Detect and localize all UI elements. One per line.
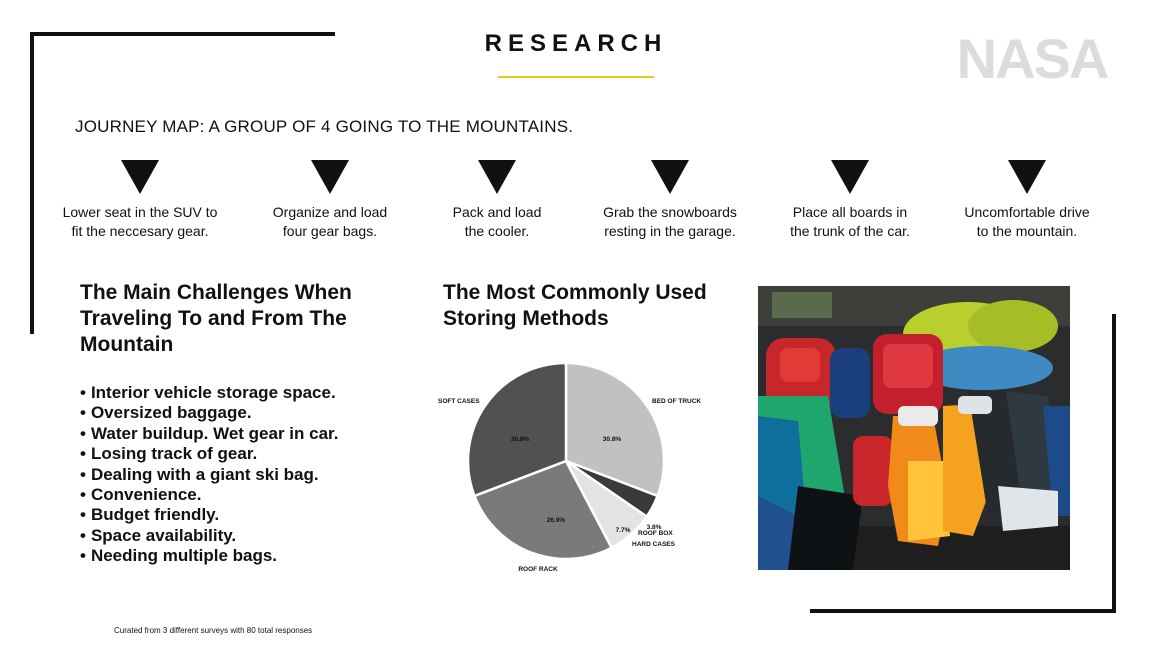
pie-value-label: 7.7% <box>615 527 631 534</box>
corner-frame-top-left-vertical <box>30 32 34 334</box>
journey-step <box>937 160 1117 241</box>
list-item: • Losing track of gear. <box>80 444 258 464</box>
journey-step <box>50 160 230 241</box>
title-underline <box>498 76 654 78</box>
pie-category-label: ROOF BOX <box>638 530 673 537</box>
journey-step <box>580 160 760 241</box>
journey-heading: JOURNEY MAP: A GROUP OF 4 GOING TO THE MOUNTAINS. <box>75 117 574 136</box>
corner-frame-bottom-right-horizontal <box>810 609 1116 613</box>
page-title: RESEARCH <box>484 30 668 57</box>
storing-methods-pie-chart <box>430 358 710 583</box>
down-arrow-icon <box>478 160 516 194</box>
pie-category-label: SOFT CASES <box>438 398 480 405</box>
corner-frame-bottom-right-vertical <box>1112 314 1116 613</box>
challenges-list <box>80 383 338 567</box>
list-item: • Oversized baggage. <box>80 403 252 423</box>
journey-step <box>407 160 587 241</box>
footnote: Curated from 3 different surveys with 80 total responses <box>114 626 313 635</box>
list-item: • Dealing with a giant ski bag. <box>80 464 319 484</box>
down-arrow-icon <box>651 160 689 194</box>
down-arrow-icon <box>311 160 349 194</box>
nasa-logo <box>950 32 1114 82</box>
list-item: • Convenience. <box>80 485 202 505</box>
journey-step-label: Lower seat in the SUV to fit the neccesary gear. <box>62 204 218 239</box>
pie-value-label: 30.8% <box>602 436 622 443</box>
down-arrow-icon <box>831 160 869 194</box>
list-item: • Budget friendly. <box>80 505 220 525</box>
journey-step-label: Grab the snowboards resting in the garage. <box>603 204 737 239</box>
journey-step-label: Uncomfortable drive to the mountain. <box>964 204 1090 239</box>
list-item: • Needing multiple bags. <box>80 546 278 566</box>
pie-category-label: BED OF TRUCK <box>652 398 702 405</box>
list-item: • Interior vehicle storage space. <box>80 383 336 402</box>
down-arrow-icon <box>121 160 159 194</box>
logo-text: NASA <box>956 32 1108 82</box>
gear-photo <box>758 286 1070 570</box>
pie-value-label: 26.9% <box>546 517 566 524</box>
journey-step-label: Pack and load the cooler. <box>452 204 542 239</box>
journey-step-label: Organize and load four gear bags. <box>272 204 388 239</box>
challenges-title: The Main Challenges When Traveling To and From The Mountain <box>80 281 352 356</box>
pie-value-label: 3.8% <box>646 524 662 531</box>
storing-methods-title: The Most Commonly Used Storing Methods <box>443 281 707 330</box>
pie-value-label: 30.8% <box>510 436 530 443</box>
journey-step <box>760 160 940 241</box>
list-item: • Water buildup. Wet gear in car. <box>80 423 339 443</box>
journey-step-label: Place all boards in the trunk of the car. <box>790 204 910 239</box>
pie-category-label: HARD CASES <box>632 541 675 548</box>
down-arrow-icon <box>1008 160 1046 194</box>
pie-category-label: ROOF RACK <box>518 566 558 573</box>
journey-step <box>240 160 420 241</box>
list-item: • Space availability. <box>80 525 237 545</box>
